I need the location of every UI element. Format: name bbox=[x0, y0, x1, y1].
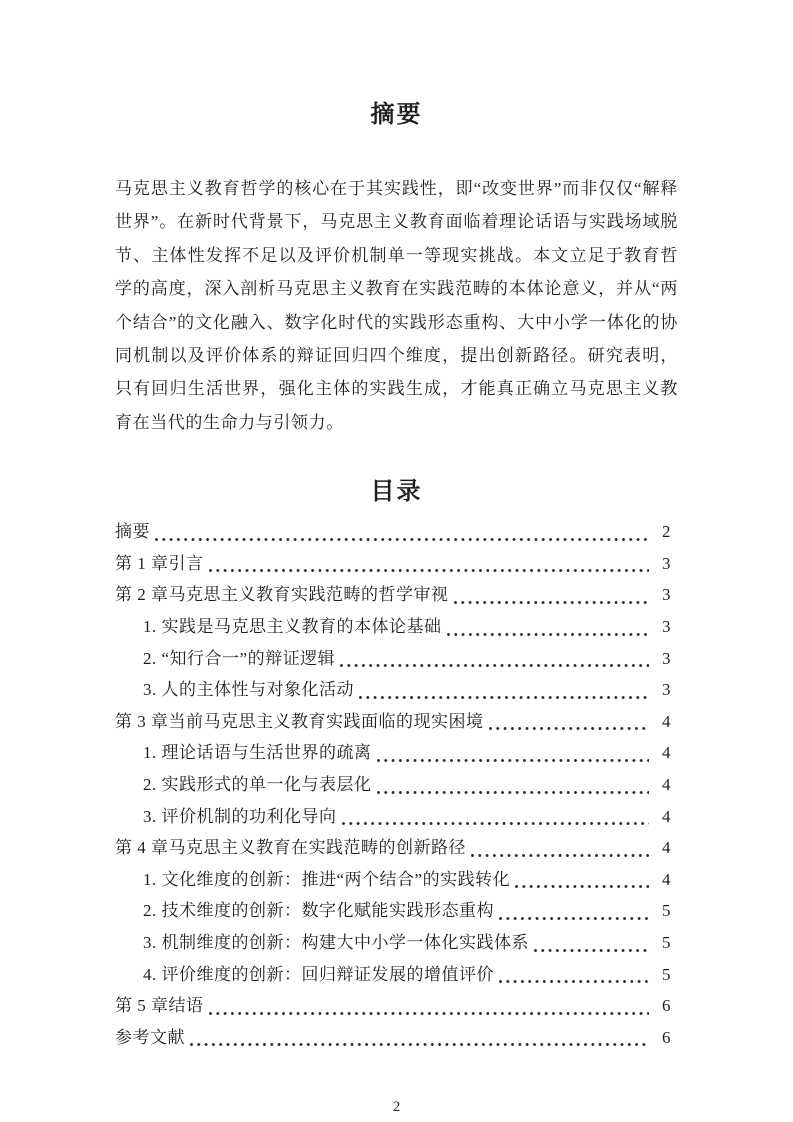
toc-entry-label: 1. 理论话语与生活世界的疏离 bbox=[143, 743, 372, 763]
toc-entry-page: 3 bbox=[662, 585, 671, 605]
toc-dot-leader bbox=[510, 864, 656, 896]
toc-entry-page: 3 bbox=[662, 553, 671, 573]
toc-entry[interactable] bbox=[115, 548, 678, 580]
page-number: 2 bbox=[392, 1099, 401, 1115]
toc-entry-label: 第 1 章引言 bbox=[115, 553, 204, 573]
toc-entry-label: 2. 实践形式的单一化与表层化 bbox=[143, 775, 372, 794]
toc-entry-label: 3. 评价机制的功利化导向 bbox=[143, 806, 337, 826]
toc-entry-page: 4 bbox=[662, 743, 671, 763]
toc-entry-page: 6 bbox=[662, 996, 671, 1016]
toc-entry[interactable] bbox=[115, 611, 678, 643]
toc-entry[interactable] bbox=[115, 1022, 678, 1054]
toc-entry-page: 4 bbox=[662, 775, 671, 794]
toc-dot-leader bbox=[494, 895, 656, 927]
abstract-title: 摘要 bbox=[370, 102, 423, 128]
toc-entry-page: 4 bbox=[662, 806, 671, 826]
toc-entry-label: 1. 文化维度的创新：推进“两个结合”的实践转化 bbox=[143, 869, 511, 889]
toc-dot-leader bbox=[449, 579, 657, 611]
toc-entry[interactable] bbox=[115, 706, 678, 738]
toc-entry-label: 第 5 章结语 bbox=[115, 996, 204, 1016]
toc-entry-label: 1. 实践是马克思主义教育的本体论基础 bbox=[143, 617, 442, 637]
toc-entry[interactable] bbox=[115, 959, 678, 991]
toc-entry[interactable] bbox=[115, 801, 678, 833]
toc-entry-page: 4 bbox=[662, 711, 671, 731]
toc-dot-leader bbox=[372, 769, 657, 801]
toc-entry[interactable] bbox=[115, 643, 678, 675]
toc-entry-page: 3 bbox=[662, 648, 671, 668]
abstract-paragraph: 马克思主义教育哲学的核心在于其实践性，即“改变世界”而非仅仅“解释世界”。在新时代背景下，马克思主义教育面临着理论话语与实践场域脱节、主体性发挥不足以及评价机制单一等现实挑战。本文立足于教育哲学的高度，深入剖析马克思主义教育在实践范畴的本体论意义，并从“两个结合”的文化融入、数字化时代的实践形态重构、大中小学一体化的协同机制以及评价体系的辩证回归四个维度，提出创新路径。研究表明，只有回归生活世界，强化主体的实践生成，才能真正确立马克思主义教育在当代的生命力与引领力。 bbox=[115, 179, 678, 432]
toc-title: 目录 bbox=[370, 479, 423, 506]
toc-entry[interactable] bbox=[115, 579, 678, 611]
toc-dot-leader bbox=[335, 643, 656, 675]
toc-entry-label: 2. 技术维度的创新：数字化赋能实践形态重构 bbox=[143, 901, 494, 921]
toc-entry[interactable] bbox=[115, 674, 678, 706]
toc-entry-page: 6 bbox=[662, 1027, 671, 1047]
toc-entry[interactable] bbox=[115, 832, 678, 864]
toc-entry-label: 第 2 章马克思主义教育实践范畴的哲学审视 bbox=[115, 585, 449, 605]
toc-entry-page: 3 bbox=[662, 617, 671, 637]
toc-entry-page: 5 bbox=[662, 901, 671, 921]
toc-entry-label: 2. “知行合一”的辩证逻辑 bbox=[143, 648, 336, 668]
toc-entry[interactable] bbox=[115, 895, 678, 927]
toc-entry[interactable] bbox=[115, 737, 678, 769]
toc-entry[interactable] bbox=[115, 990, 678, 1022]
toc-entry-label: 参考文献 bbox=[115, 1027, 185, 1047]
table-of-contents bbox=[115, 516, 678, 1053]
document-content bbox=[115, 0, 678, 1053]
toc-entry-label: 3. 机制维度的创新：构建大中小学一体化实践体系 bbox=[143, 932, 529, 952]
toc-entry[interactable] bbox=[115, 769, 678, 801]
toc-dot-leader bbox=[529, 927, 656, 959]
toc-entry[interactable] bbox=[115, 516, 678, 548]
toc-entry-label: 摘要 bbox=[115, 522, 150, 542]
toc-dot-leader bbox=[494, 959, 656, 991]
toc-entry[interactable] bbox=[115, 864, 678, 896]
toc-dot-leader bbox=[484, 706, 657, 738]
toc-dot-leader bbox=[185, 1022, 656, 1054]
toc-entry-label: 第 4 章马克思主义教育在实践范畴的创新路径 bbox=[115, 838, 466, 858]
toc-entry-page: 4 bbox=[662, 869, 671, 889]
toc-entry-page: 2 bbox=[662, 522, 671, 542]
toc-dot-leader bbox=[442, 611, 657, 643]
toc-entry-page: 4 bbox=[662, 838, 671, 858]
toc-entry-label: 第 3 章当前马克思主义教育实践面临的现实困境 bbox=[115, 711, 484, 731]
toc-entry-page: 5 bbox=[662, 964, 671, 984]
toc-entry-label: 4. 评价维度的创新：回归辩证发展的增值评价 bbox=[143, 964, 494, 984]
toc-dot-leader bbox=[337, 801, 657, 833]
toc-entry-page: 5 bbox=[662, 932, 671, 952]
toc-dot-leader bbox=[204, 548, 657, 580]
toc-entry[interactable] bbox=[115, 927, 678, 959]
toc-dot-leader bbox=[150, 516, 656, 548]
toc-dot-leader bbox=[354, 674, 656, 706]
toc-entry-label: 3. 人的主体性与对象化活动 bbox=[143, 680, 354, 700]
toc-dot-leader bbox=[466, 832, 656, 864]
toc-dot-leader bbox=[204, 990, 657, 1022]
toc-dot-leader bbox=[372, 737, 657, 769]
toc-entry-page: 3 bbox=[662, 680, 671, 700]
